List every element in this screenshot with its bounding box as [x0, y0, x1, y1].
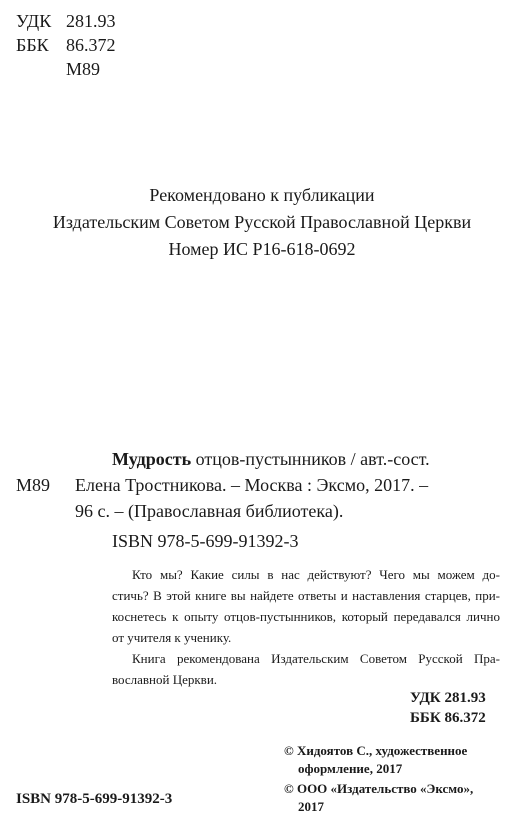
bbk-code-small: ББК 86.372: [410, 710, 486, 726]
copyright-design: © Хидоятов С., художественное: [284, 743, 468, 758]
annotation-line: стичь? В этой книге вы найдете ответы и наставления старцев, при-: [112, 588, 500, 603]
annotation-line: коснетесь к опыту отцов-пустынников, который передавался лично: [112, 609, 500, 624]
bbk-code: [16, 34, 116, 56]
bbk-label: ББК: [16, 35, 49, 55]
annotation-line: от учителя к ученику.: [112, 630, 232, 645]
annotation: [112, 564, 500, 690]
copyright-publisher: © ООО «Издательство «Эксмо»,: [284, 781, 474, 796]
recommendation-line-1: Рекомендовано к публикации: [149, 185, 375, 205]
bib-entry-line-1-rest: отцов-пустынников / авт.-сост.: [195, 449, 430, 469]
annotation-line: вославной Церкви.: [112, 672, 218, 687]
bib-author-mark: М89: [16, 475, 51, 495]
annotation-line: Кто мы? Какие силы в нас действуют? Чего мы можем до-: [132, 567, 500, 582]
author-mark: М89: [66, 59, 101, 79]
udk-code: [16, 10, 116, 32]
bib-entry-line-2: Елена Тростникова. – Москва : Эксмо, 2017. –: [75, 475, 429, 495]
copyright-publisher-year: 2017: [298, 799, 324, 814]
isbn-bottom: ISBN 978-5-699-91392-3: [16, 791, 173, 807]
udk-label: УДК: [16, 11, 52, 31]
book-title: Мудрость: [112, 449, 192, 469]
recommendation-line-3: Номер ИС Р16-618-0692: [168, 239, 356, 259]
udk-code-small: УДК 281.93: [410, 690, 486, 706]
bib-entry-line-3: 96 с. – (Православная библиотека).: [75, 501, 344, 521]
copyright-design-year: оформление, 2017: [298, 761, 403, 776]
bib-isbn: ISBN 978-5-699-91392-3: [112, 531, 299, 551]
annotation-line: Книга рекомендована Издательским Советом Русской Пра-: [132, 651, 500, 666]
bib-entry-line-1: [112, 446, 430, 472]
udk-value: 281.93: [66, 11, 116, 31]
recommendation-line-2: Издательским Советом Русской Православной Церкви: [52, 212, 472, 232]
bbk-value: 86.372: [66, 35, 116, 55]
